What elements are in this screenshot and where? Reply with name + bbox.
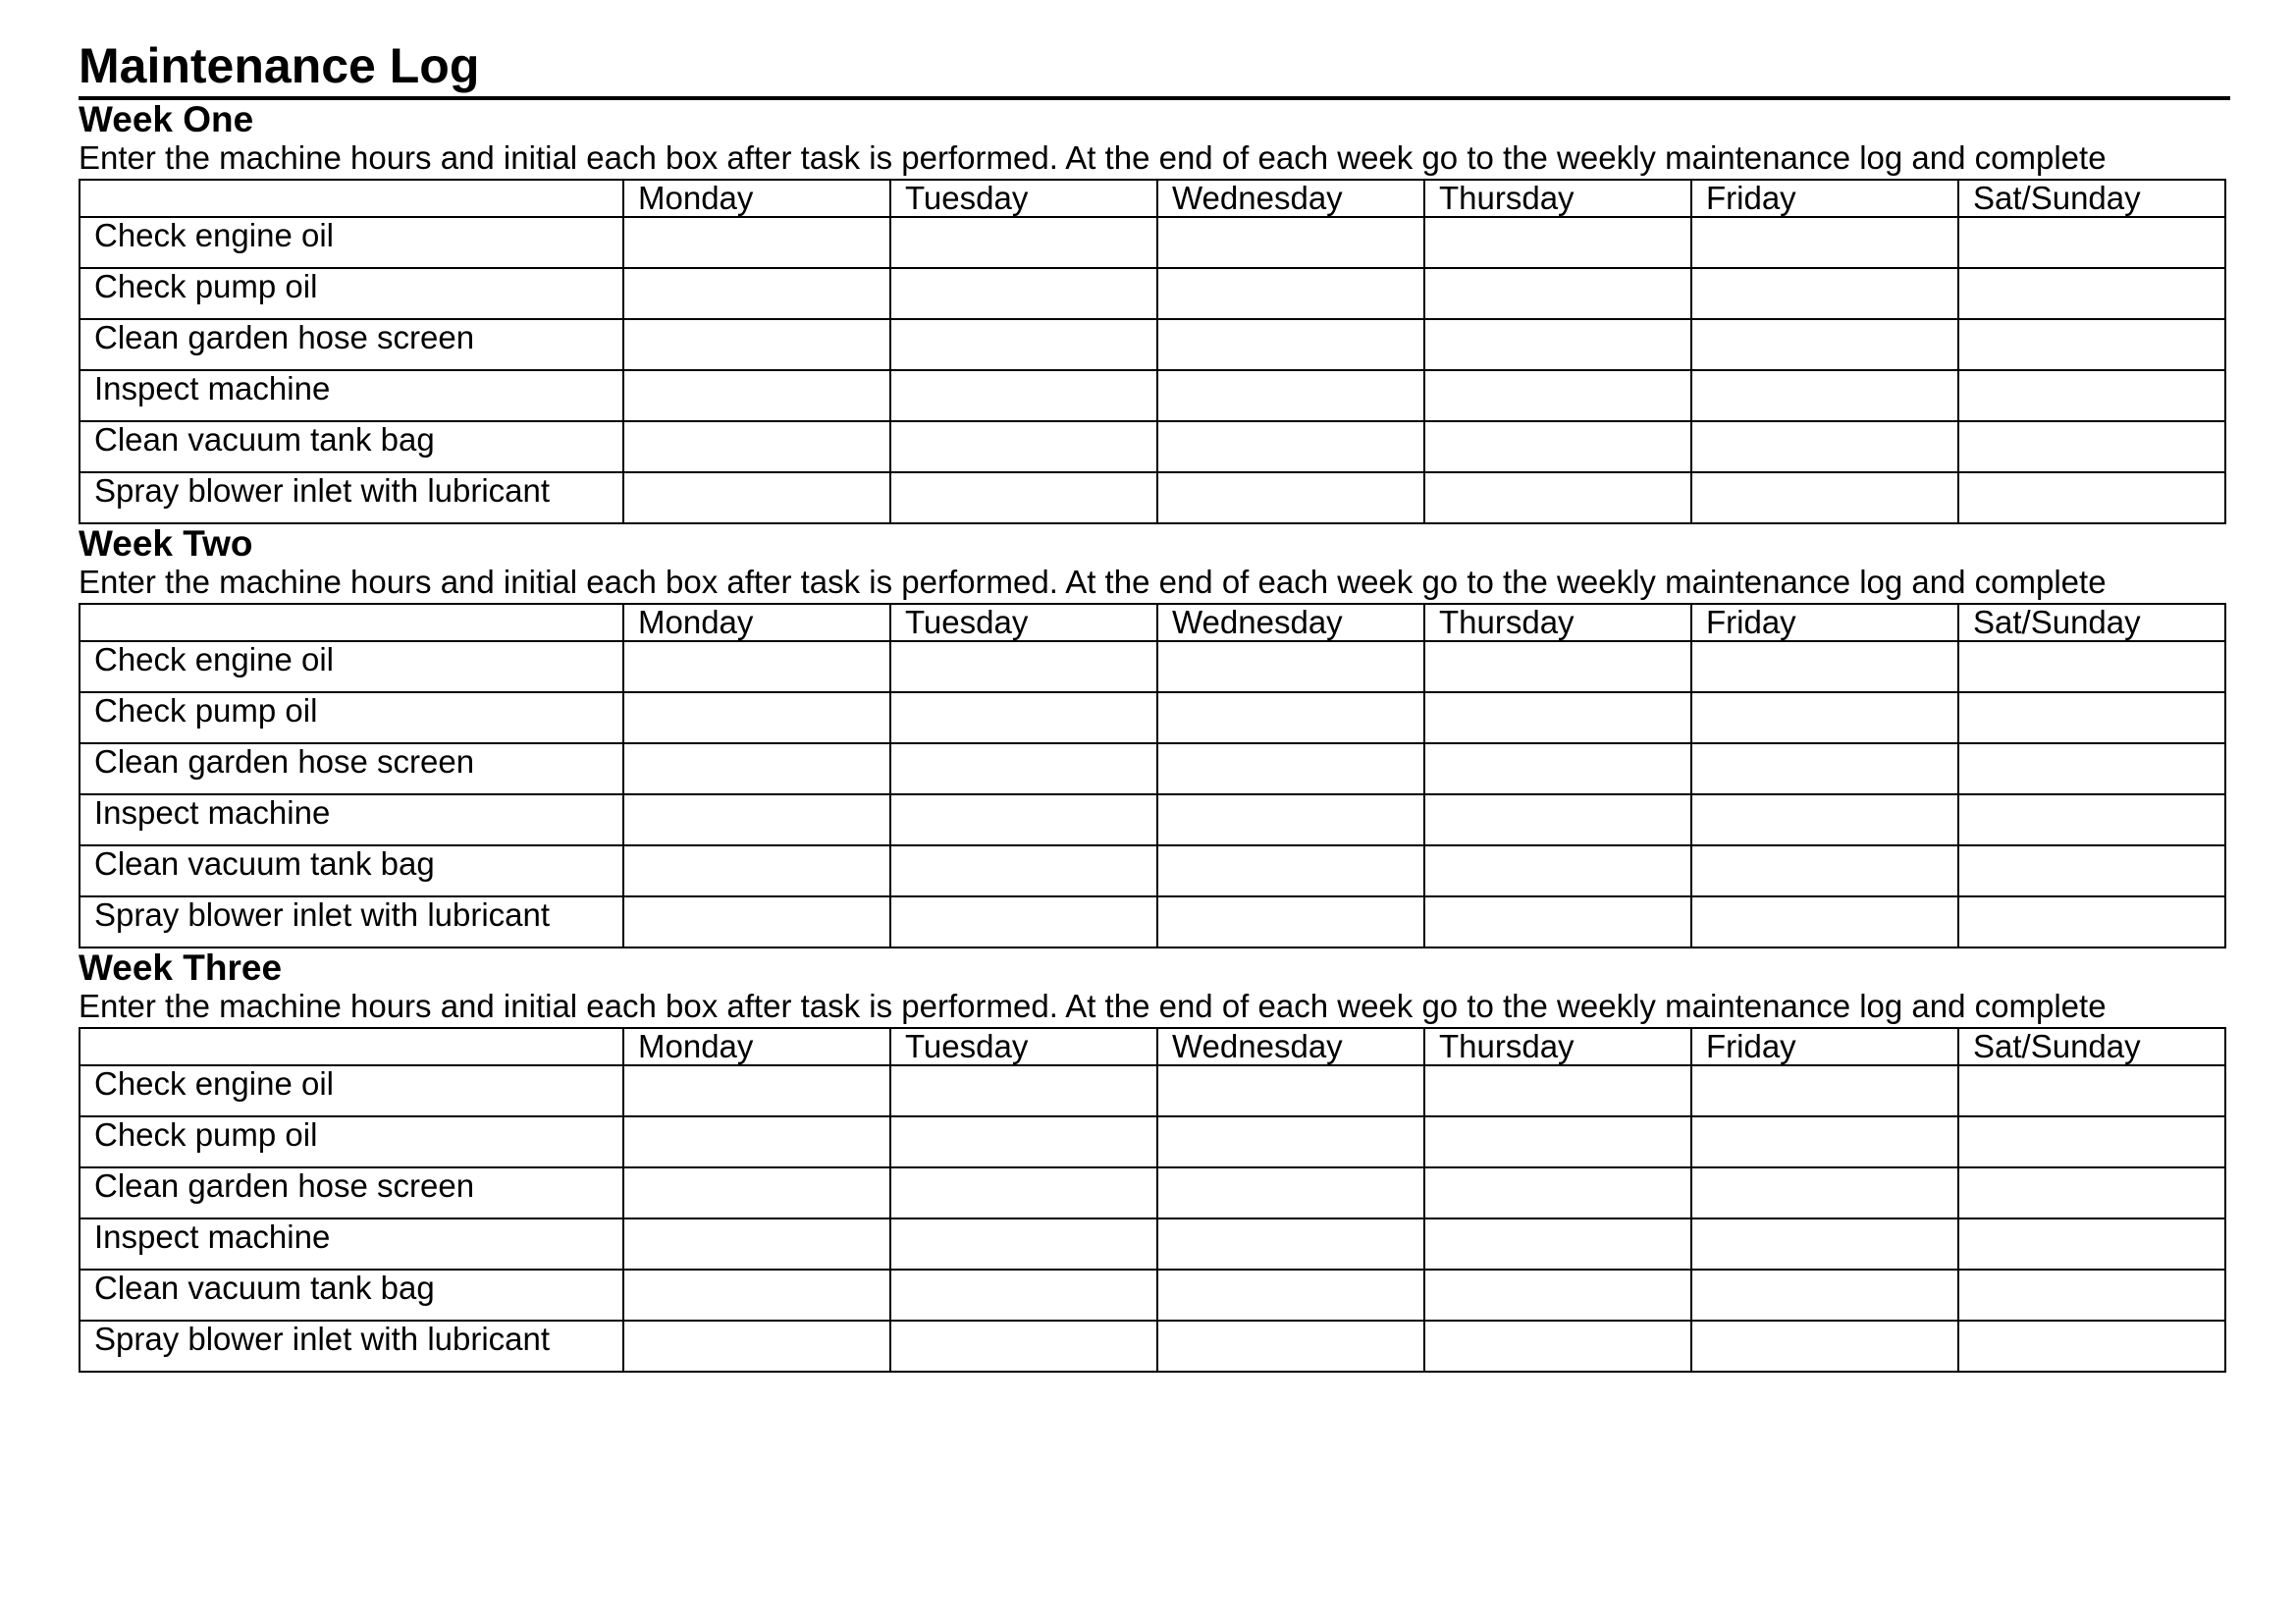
entry-cell[interactable] [1691,319,1958,370]
entry-cell[interactable] [623,1270,890,1321]
entry-cell[interactable] [1157,1218,1424,1270]
entry-cell[interactable] [1424,896,1691,947]
entry-cell[interactable] [1157,845,1424,896]
table-row [80,1270,2225,1321]
entry-cell[interactable] [623,743,890,794]
header-corner-cell [80,180,623,217]
entry-cell[interactable] [1958,794,2225,845]
maintenance-table [79,1027,2226,1373]
entry-cell[interactable] [1691,641,1958,692]
entry-cell[interactable] [890,1218,1157,1270]
entry-cell[interactable] [1691,421,1958,472]
day-column-header: Sat/Sunday [1958,180,2225,217]
entry-cell[interactable] [1424,268,1691,319]
task-label: Inspect machine [80,1218,623,1270]
entry-cell[interactable] [890,845,1157,896]
entry-cell[interactable] [1424,743,1691,794]
entry-cell[interactable] [623,319,890,370]
entry-cell[interactable] [623,641,890,692]
table-row [80,641,2225,692]
week-section [79,100,2230,524]
maintenance-log-page [79,37,2230,1373]
entry-cell[interactable] [623,1167,890,1218]
entry-cell[interactable] [1157,743,1424,794]
week-instructions: Enter the machine hours and initial each box after task is performed. At the end of each week go to the weekly maintenance log and complete [79,988,2107,1024]
entry-cell[interactable] [1958,319,2225,370]
entry-cell[interactable] [1691,1116,1958,1167]
task-label: Clean vacuum tank bag [80,845,623,896]
entry-cell[interactable] [1691,896,1958,947]
entry-cell[interactable] [1424,1065,1691,1116]
entry-cell[interactable] [1691,794,1958,845]
day-column-header: Sat/Sunday [1958,1028,2225,1065]
task-label: Clean vacuum tank bag [80,421,623,472]
table-header-row [80,1028,2225,1065]
table-row [80,472,2225,523]
table-row [80,319,2225,370]
entry-cell[interactable] [623,472,890,523]
entry-cell[interactable] [1424,217,1691,268]
entry-cell[interactable] [623,217,890,268]
entry-cell[interactable] [890,1321,1157,1372]
week-heading: Week Two [79,523,253,564]
task-label: Inspect machine [80,370,623,421]
entry-cell[interactable] [1958,1065,2225,1116]
day-column-header: Monday [623,180,890,217]
task-label: Clean garden hose screen [80,319,623,370]
entry-cell[interactable] [1424,1321,1691,1372]
day-column-header: Thursday [1424,180,1691,217]
entry-cell[interactable] [1424,472,1691,523]
entry-cell[interactable] [1958,1116,2225,1167]
entry-cell[interactable] [1157,217,1424,268]
entry-cell[interactable] [1424,845,1691,896]
day-column-header: Wednesday [1157,1028,1424,1065]
day-column-header: Friday [1691,180,1958,217]
entry-cell[interactable] [890,1065,1157,1116]
entry-cell[interactable] [890,896,1157,947]
entry-cell[interactable] [1958,845,2225,896]
entry-cell[interactable] [1691,1218,1958,1270]
entry-cell[interactable] [623,1218,890,1270]
entry-cell[interactable] [1958,268,2225,319]
table-row [80,217,2225,268]
task-label: Clean garden hose screen [80,1167,623,1218]
task-label: Check engine oil [80,1065,623,1116]
day-column-header: Thursday [1424,604,1691,641]
entry-cell[interactable] [890,794,1157,845]
entry-cell[interactable] [1424,1270,1691,1321]
table-row [80,1167,2225,1218]
task-label: Clean vacuum tank bag [80,1270,623,1321]
entry-cell[interactable] [1424,319,1691,370]
entry-cell[interactable] [1424,794,1691,845]
header-corner-cell [80,604,623,641]
task-label: Spray blower inlet with lubricant [80,1321,623,1372]
page-title: Maintenance Log [79,38,480,93]
entry-cell[interactable] [890,370,1157,421]
table-header-row [80,180,2225,217]
entry-cell[interactable] [1691,743,1958,794]
maintenance-table [79,603,2226,948]
week-heading: Week Three [79,947,283,988]
entry-cell[interactable] [1157,896,1424,947]
entry-cell[interactable] [623,268,890,319]
task-label: Inspect machine [80,794,623,845]
entry-cell[interactable] [1157,268,1424,319]
day-column-header: Monday [623,1028,890,1065]
table-row [80,1065,2225,1116]
table-row [80,896,2225,947]
week-instructions: Enter the machine hours and initial each box after task is performed. At the end of each week go to the weekly maintenance log and complete [79,564,2107,600]
task-label: Spray blower inlet with lubricant [80,472,623,523]
entry-cell[interactable] [890,692,1157,743]
table-row [80,692,2225,743]
day-column-header: Tuesday [890,604,1157,641]
entry-cell[interactable] [1424,1218,1691,1270]
table-row [80,1321,2225,1372]
entry-cell[interactable] [1691,1167,1958,1218]
entry-cell[interactable] [1157,1065,1424,1116]
day-column-header: Thursday [1424,1028,1691,1065]
entry-cell[interactable] [1958,1218,2225,1270]
entry-cell[interactable] [1157,370,1424,421]
day-column-header: Friday [1691,1028,1958,1065]
day-column-header: Tuesday [890,180,1157,217]
week-section [79,524,2230,948]
entry-cell[interactable] [1691,472,1958,523]
entry-cell[interactable] [1691,1065,1958,1116]
entry-cell[interactable] [1157,794,1424,845]
entry-cell[interactable] [1958,896,2225,947]
entry-cell[interactable] [1424,421,1691,472]
entry-cell[interactable] [1958,1321,2225,1372]
table-row [80,845,2225,896]
task-label: Check engine oil [80,217,623,268]
entry-cell[interactable] [623,421,890,472]
table-header-row [80,604,2225,641]
entry-cell[interactable] [1424,641,1691,692]
weeks-container [79,100,2230,1373]
entry-cell[interactable] [1157,1321,1424,1372]
entry-cell[interactable] [1157,1167,1424,1218]
entry-cell[interactable] [1958,421,2225,472]
entry-cell[interactable] [623,1116,890,1167]
entry-cell[interactable] [623,1321,890,1372]
entry-cell[interactable] [623,794,890,845]
entry-cell[interactable] [1691,1321,1958,1372]
entry-cell[interactable] [890,1167,1157,1218]
table-row [80,421,2225,472]
entry-cell[interactable] [1157,319,1424,370]
table-row [80,268,2225,319]
entry-cell[interactable] [890,268,1157,319]
entry-cell[interactable] [890,472,1157,523]
entry-cell[interactable] [1958,641,2225,692]
task-label: Spray blower inlet with lubricant [80,896,623,947]
entry-cell[interactable] [890,421,1157,472]
entry-cell[interactable] [1424,692,1691,743]
header-corner-cell [80,1028,623,1065]
task-label: Check engine oil [80,641,623,692]
entry-cell[interactable] [1958,1270,2225,1321]
entry-cell[interactable] [1958,217,2225,268]
day-column-header: Tuesday [890,1028,1157,1065]
entry-cell[interactable] [623,896,890,947]
entry-cell[interactable] [623,845,890,896]
entry-cell[interactable] [1157,1116,1424,1167]
entry-cell[interactable] [1958,692,2225,743]
entry-cell[interactable] [1157,1270,1424,1321]
entry-cell[interactable] [890,1116,1157,1167]
day-column-header: Monday [623,604,890,641]
entry-cell[interactable] [890,1270,1157,1321]
entry-cell[interactable] [890,641,1157,692]
entry-cell[interactable] [1157,692,1424,743]
day-column-header: Friday [1691,604,1958,641]
task-label: Check pump oil [80,1116,623,1167]
entry-cell[interactable] [1958,743,2225,794]
entry-cell[interactable] [1958,472,2225,523]
entry-cell[interactable] [1424,370,1691,421]
entry-cell[interactable] [890,319,1157,370]
entry-cell[interactable] [1958,370,2225,421]
entry-cell[interactable] [1157,472,1424,523]
entry-cell[interactable] [890,217,1157,268]
entry-cell[interactable] [1157,421,1424,472]
entry-cell[interactable] [1691,217,1958,268]
entry-cell[interactable] [890,743,1157,794]
task-label: Check pump oil [80,692,623,743]
entry-cell[interactable] [623,370,890,421]
entry-cell[interactable] [623,692,890,743]
table-row [80,1218,2225,1270]
entry-cell[interactable] [1691,370,1958,421]
entry-cell[interactable] [1691,692,1958,743]
table-row [80,794,2225,845]
entry-cell[interactable] [1424,1116,1691,1167]
week-heading: Week One [79,99,254,139]
task-label: Check pump oil [80,268,623,319]
week-section [79,948,2230,1373]
entry-cell[interactable] [1157,641,1424,692]
maintenance-table [79,179,2226,524]
task-label: Clean garden hose screen [80,743,623,794]
entry-cell[interactable] [1691,845,1958,896]
day-column-header: Wednesday [1157,604,1424,641]
table-row [80,1116,2225,1167]
entry-cell[interactable] [1691,1270,1958,1321]
day-column-header: Wednesday [1157,180,1424,217]
day-column-header: Sat/Sunday [1958,604,2225,641]
entry-cell[interactable] [623,1065,890,1116]
table-row [80,370,2225,421]
entry-cell[interactable] [1958,1167,2225,1218]
entry-cell[interactable] [1691,268,1958,319]
entry-cell[interactable] [1424,1167,1691,1218]
week-instructions: Enter the machine hours and initial each box after task is performed. At the end of each week go to the weekly maintenance log and complete [79,139,2107,176]
table-row [80,743,2225,794]
